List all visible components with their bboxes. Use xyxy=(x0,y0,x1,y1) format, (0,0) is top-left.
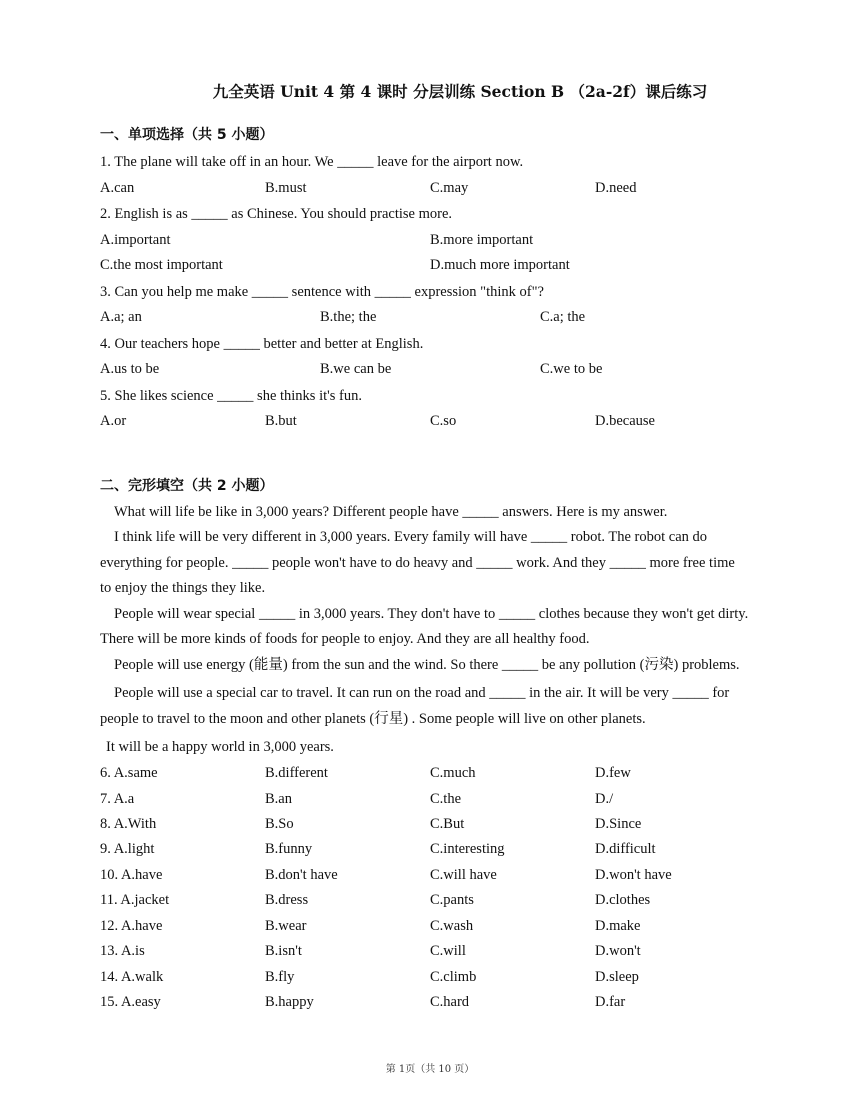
question-stem: 3. Can you help me make _____ sentence with _____ expression "think of"? xyxy=(100,284,544,300)
cloze-option: C.interesting xyxy=(430,841,505,857)
option: B.more important xyxy=(430,232,534,248)
cloze-option: B.fly xyxy=(265,969,295,985)
passage-line: to enjoy the things they like. xyxy=(100,580,266,596)
cloze-option: C.hard xyxy=(430,994,470,1010)
section-heading-multiple-choice: 一、单项选择（共 5 小题） xyxy=(100,127,274,143)
cloze-option: D.make xyxy=(595,918,641,934)
option: C.the most important xyxy=(100,257,223,273)
cloze-option: B.an xyxy=(265,791,292,807)
cloze-option: D.clothes xyxy=(595,892,651,908)
option: C.may xyxy=(430,180,469,196)
passage-line: What will life be like in 3,000 years? Different people have _____ answers. Here is my answer. xyxy=(114,504,668,520)
option: C.a; the xyxy=(540,309,586,325)
cloze-option: B.isn't xyxy=(265,943,302,959)
cloze-option: 9. A.light xyxy=(100,841,155,857)
cloze-option: C.will xyxy=(430,943,466,959)
cloze-option: 7. A.a xyxy=(100,791,135,807)
option: D.much more important xyxy=(430,257,570,273)
cloze-option: 15. A.easy xyxy=(100,994,161,1010)
cloze-option: D./ xyxy=(595,791,614,807)
question-stem: 2. English is as _____ as Chinese. You should practise more. xyxy=(100,206,453,222)
cloze-option: C.the xyxy=(430,791,462,807)
option: B.must xyxy=(265,180,307,196)
option: A.a; an xyxy=(100,309,142,325)
cloze-option: 6. A.same xyxy=(100,765,158,781)
cloze-option: 8. A.With xyxy=(100,816,157,832)
cloze-option: 12. A.have xyxy=(100,918,163,934)
option: A.can xyxy=(100,180,135,196)
option: C.so xyxy=(430,413,457,429)
cloze-option: B.wear xyxy=(265,918,307,934)
passage-line: everything for people. _____ people won't have to do heavy and _____ work. And they _____ more free time xyxy=(100,555,735,571)
cloze-option: D.Since xyxy=(595,816,642,832)
cloze-option: C.climb xyxy=(430,969,477,985)
page-footer: 第 1页（共 10 页） xyxy=(385,1064,475,1075)
question-stem: 4. Our teachers hope _____ better and better at English. xyxy=(100,336,424,352)
option: A.us to be xyxy=(100,361,160,377)
cloze-option: 11. A.jacket xyxy=(100,892,170,908)
option: D.need xyxy=(595,180,637,196)
passage-line: It will be a happy world in 3,000 years. xyxy=(106,739,334,755)
cloze-option: D.won't xyxy=(595,943,641,959)
cloze-option: C.pants xyxy=(430,892,474,908)
cloze-option: D.sleep xyxy=(595,969,639,985)
cloze-option: D.difficult xyxy=(595,841,656,857)
passage-line: There will be more kinds of foods for people to enjoy. And they are all healthy food. xyxy=(100,631,590,647)
cloze-option: C.much xyxy=(430,765,476,781)
passage-line: People will use a special car to travel. It can run on the road and _____ in the air. It will be very _____ for xyxy=(114,685,730,701)
cloze-option: 14. A.walk xyxy=(100,969,164,985)
question-stem: 5. She likes science _____ she thinks it's fun. xyxy=(100,388,362,404)
cloze-option: C.will have xyxy=(430,867,497,883)
cloze-option: C.wash xyxy=(430,918,474,934)
passage-line: people to travel to the moon and other planets (行星) . Some people will live on other planets. xyxy=(100,711,646,727)
cloze-option: B.different xyxy=(265,765,328,781)
option: A.important xyxy=(100,232,171,248)
cloze-option: B.dress xyxy=(265,892,309,908)
option: C.we to be xyxy=(540,361,603,377)
cloze-option: 13. A.is xyxy=(100,943,145,959)
question-stem: 1. The plane will take off in an hour. We _____ leave for the airport now. xyxy=(100,154,524,170)
passage-line: People will use energy (能量) from the sun and the wind. So there _____ be any pollution (污染) problems. xyxy=(114,657,740,673)
section-heading-cloze: 二、完形填空（共 2 小题） xyxy=(100,478,274,494)
passage-line: People will wear special _____ in 3,000 years. They don't have to _____ clothes because they won't get dirty. xyxy=(114,606,749,622)
cloze-option: D.won't have xyxy=(595,867,672,883)
cloze-option: B.funny xyxy=(265,841,313,857)
passage-line: I think life will be very different in 3,000 years. Every family will have _____ robot. The robot can do xyxy=(114,529,708,545)
cloze-option: B.don't have xyxy=(265,867,338,883)
option: A.or xyxy=(100,413,127,429)
option: B.the; the xyxy=(320,309,377,325)
option: D.because xyxy=(595,413,655,429)
cloze-option: D.few xyxy=(595,765,631,781)
page-title: 九全英语 Unit 4 第 4 课时 分层训练 Section B （2a-2f）课后练习 xyxy=(212,82,708,101)
cloze-option: 10. A.have xyxy=(100,867,163,883)
option: B.but xyxy=(265,413,297,429)
cloze-option: B.So xyxy=(265,816,294,832)
option: B.we can be xyxy=(320,361,392,377)
cloze-option: D.far xyxy=(595,994,626,1010)
cloze-option: B.happy xyxy=(265,994,314,1010)
cloze-option: C.But xyxy=(430,816,465,832)
